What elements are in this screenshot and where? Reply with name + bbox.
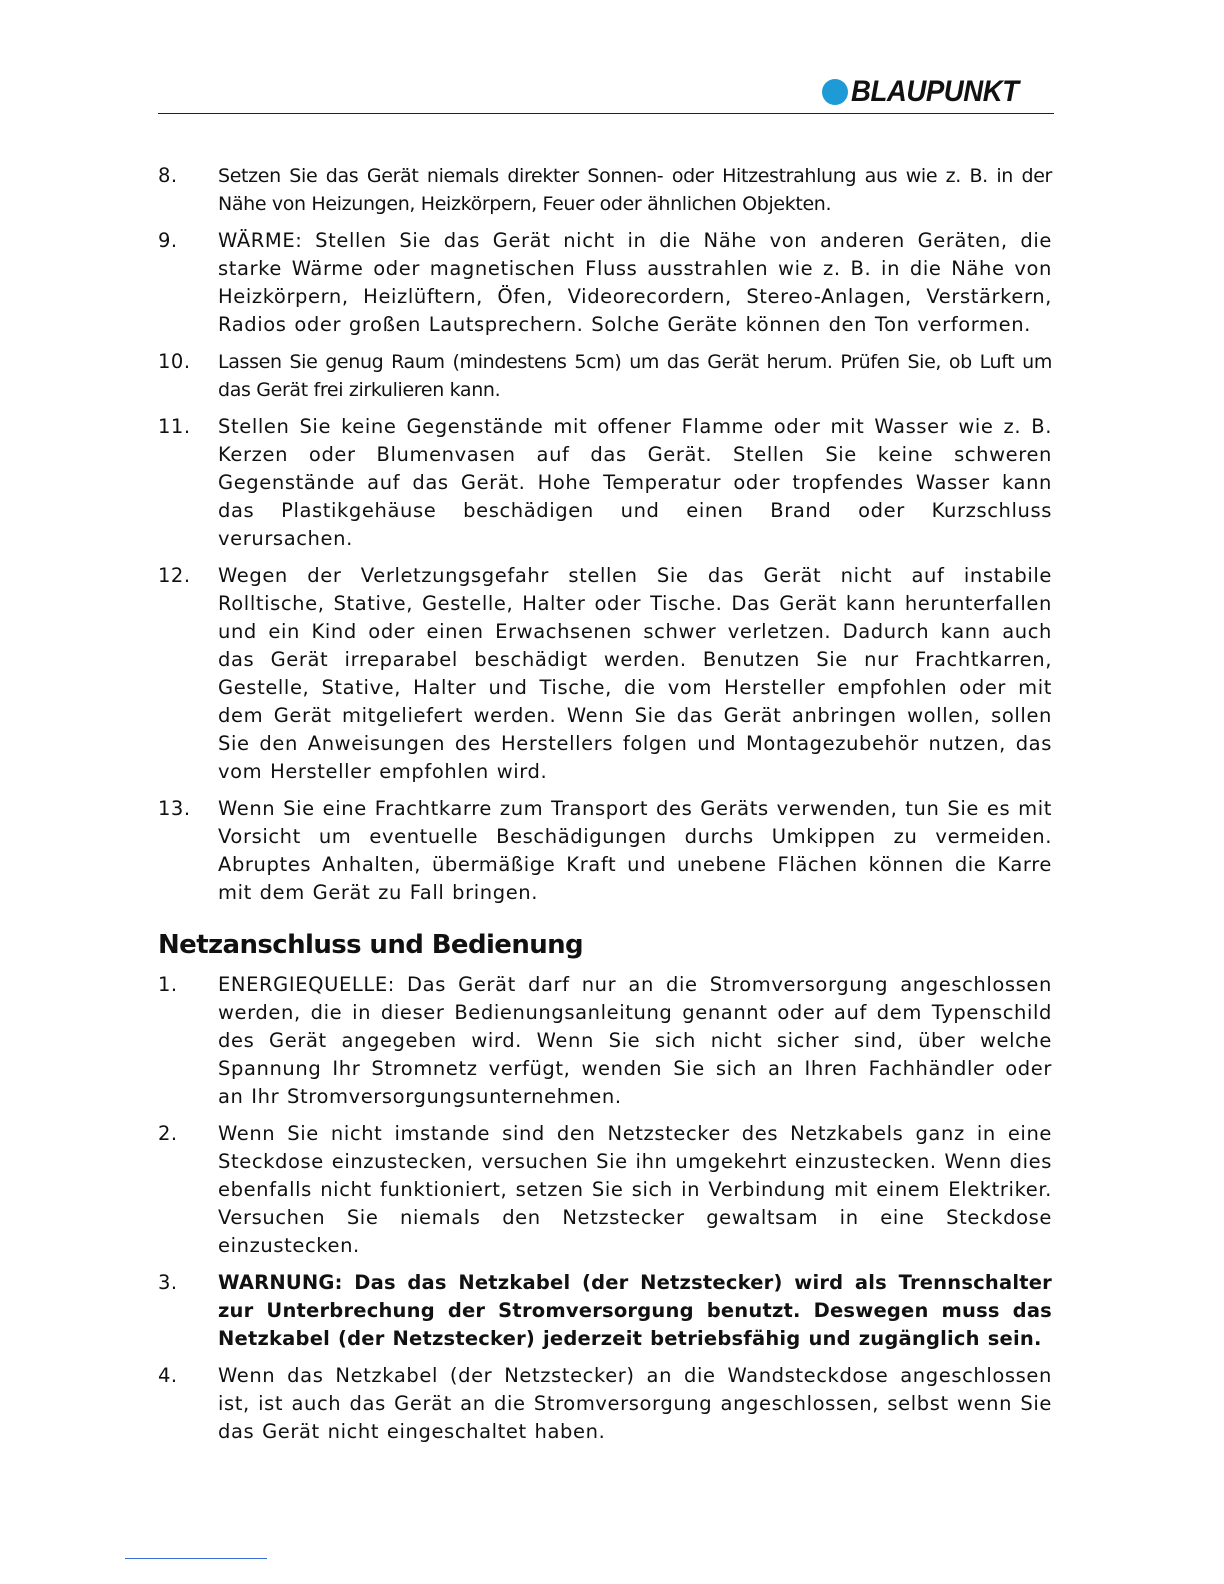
logo-dot-icon [822,79,848,105]
section-heading: Netzanschluss und Bedienung [158,930,584,960]
brand-name: BLAUPUNKT [851,75,1019,108]
item-text: Wegen der Verletzungsgefahr stellen Sie das Gerät nicht auf instabile Rolltische, Stative, Gestelle, Halter oder Tische. Das Gerät kann herunterfallen und ein Kind oder einen Erwachsenen schwer verletzen. Dadurch kann auch das Gerät irreparabel beschädigt werden. Benutzen Sie nur Frachtkarren, Gestelle, Stative, Halter und Tische, die vom Hersteller empfohlen oder mit dem Gerät mitgeliefert werden. Wenn Sie das Gerät anbringen wollen, sollen Sie den Anweisungen des Herstellers folgen und Montagezubehör nutzen, das vom Hersteller empfohlen wird. [218,564,1052,783]
list-item [158,1362,1052,1446]
item-number: 1. [158,973,178,996]
list-item [158,971,1052,1111]
list-item [158,1269,1052,1353]
item-number: 8. [158,164,178,187]
list-item [158,795,1052,907]
item-text: ENERGIEQUELLE: Das Gerät darf nur an die Stromversorgung angeschlossen werden, die in dieser Bedienungsanleitung genannt oder auf dem Typenschild des Gerät angegeben wird. Wenn Sie sich nicht sicher sind, über welche Spannung Ihr Stromnetz verfügt, wenden Sie sich an Ihren Fachhändler oder an Ihr Stromversorgungsunternehmen. [218,973,1052,1108]
item-number: 11. [158,415,191,438]
list-item [158,227,1052,339]
item-number: 4. [158,1364,178,1387]
item-text: Wenn das Netzkabel (der Netzstecker) an die Wandsteckdose angeschlossen ist, ist auch das Gerät an die Stromversorgung angeschlossen, selbst wenn Sie das Gerät nicht eingeschaltet haben. [218,1364,1052,1443]
brand-logo [822,76,1033,108]
item-text: WÄRME: Stellen Sie das Gerät nicht in die Nähe von anderen Geräten, die starke Wärme oder magnetischen Fluss ausstrahlen wie z. B. in die Nähe von Heizkörpern, Heizlüftern, Öfen, Videorecordern, Stereo-Anlagen, Verstärkern, Radios oder großen Lautsprechern. Solche Geräte können den Ton verformen. [218,229,1052,336]
item-number: 10. [158,350,191,373]
item-text: Wenn Sie eine Frachtkarre zum Transport des Geräts verwenden, tun Sie es mit Vorsicht um eventuelle Beschädigungen durchs Umkippen zu vermeiden. Abruptes Anhalten, übermäßige Kraft und unebene Flächen können die Karre mit dem Gerät zu Fall bringen. [218,797,1052,904]
list-item [158,562,1052,786]
item-number: 3. [158,1271,178,1294]
item-number: 2. [158,1122,178,1145]
warning-text: WARNUNG: Das das Netzkabel (der Netzstecker) wird als Trennschalter zur Unterbrechung der Stromversorgung benutzt. Deswegen muss das Netzkabel (der Netzstecker) jederzeit betriebsfähig und zugänglich sein. [218,1271,1052,1350]
list-item [158,348,1052,404]
item-text: Setzen Sie das Gerät niemals direkter Sonnen- oder Hitzestrahlung aus wie z. B. in der Nähe von Heizungen, Heizkörpern, Feuer oder ähnlichen Objekten. [218,165,1052,215]
list-item [158,413,1052,553]
item-number: 13. [158,797,191,820]
item-text: Stellen Sie keine Gegenstände mit offener Flamme oder mit Wasser wie z. B. Kerzen oder Blumenvasen auf das Gerät. Stellen Sie keine schweren Gegenstände auf das Gerät. Hohe Temperatur oder tropfendes Wasser kann das Plastikgehäuse beschädigen und einen Brand oder Kurzschluss verursachen. [218,415,1052,550]
header-divider [158,113,1054,114]
list-item [158,1120,1052,1260]
footnote-divider [125,1558,267,1559]
page-content [158,162,1052,1455]
list-item [158,162,1052,218]
item-text: Wenn Sie nicht imstande sind den Netzstecker des Netzkabels ganz in eine Steckdose einzustecken, versuchen Sie ihn umgekehrt einzustecken. Wenn dies ebenfalls nicht funktioniert, setzen Sie sich in Verbindung mit einem Elektriker. Versuchen Sie niemals den Netzstecker gewaltsam in eine Steckdose einzustecken. [218,1122,1052,1257]
item-text: Lassen Sie genug Raum (mindestens 5cm) um das Gerät herum. Prüfen Sie, ob Luft um das Gerät frei zirkulieren kann. [218,351,1052,401]
item-number: 12. [158,564,191,587]
item-number: 9. [158,229,178,252]
